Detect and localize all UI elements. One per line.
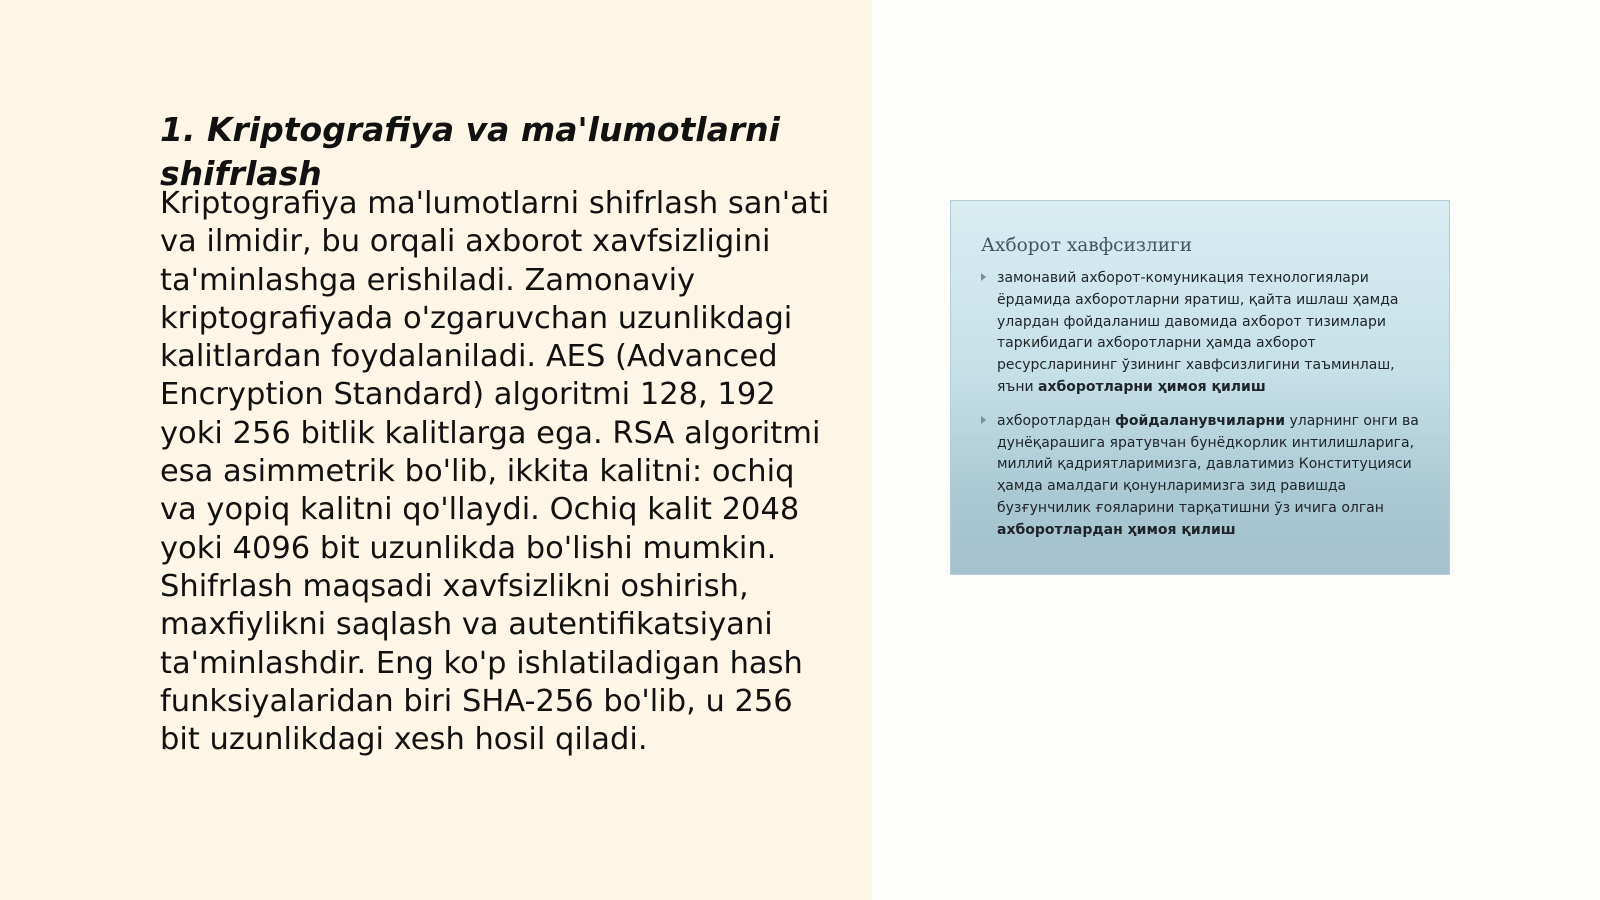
image-bullet-2	[981, 411, 1427, 542]
image-bullet-2-text-before: ахборотлардан	[997, 412, 1115, 429]
image-bullet-2-bold-mid: фойдаланувчиларни	[1114, 412, 1286, 429]
slide-title: 1. Kriptografiya va ma'lumotlarni shifrlash	[160, 110, 780, 193]
image-heading: Ахборот хавфсизлиги	[981, 235, 1193, 256]
image-bullet-1-bold: ахборотларни ҳимоя қилиш	[1038, 378, 1266, 395]
embedded-slide-image	[950, 200, 1450, 575]
bullet-arrow-icon	[981, 416, 986, 424]
slide-body-text: Kriptografiya ma'lumotlarni shifrlash san'ati va ilmidir, bu orqali axborot xavfsizligini ta'minlashga erishiladi. Zamonaviy kriptografiyada o'zgaruvchan uzunlikdagi kalitlardan foydalaniladi. AES (Advanced Encryption Standard) algoritmi 128, 192 yoki 256 bitlik kalitlarga ega. RSA algoritmi esa asimmetrik bo'lib, ikkita kalitni: ochiq va yopiq kalitni qo'llaydi. Ochiq kalit 2048 yoki 4096 bit uzunlikda bo'lishi mumkin. Shifrlash maqsadi xavfsizlikni oshirish, maxfiylikni saqlash va autentifikatsiyani ta'minlashdir. Eng ko'p ishlatiladigan hash funksiyalaridan biri SHA-256 bo'lib, u 256 bit uzunlikdagi xesh hosil qiladi.	[160, 186, 830, 758]
image-bullet-2-bold-end: ахборотлардан ҳимоя қилиш	[997, 521, 1236, 538]
image-bullet-1	[981, 268, 1427, 399]
image-bullet-1-text: замонавий ахборот-комуникация технологиялари ёрдамида ахборотларни яратиш, қайта ишлаш ҳамда улардан фойдаланиш давомида ахборот тизимлари таркибидаги ахборотларни ҳамда ахборот ресурсларининг ўзининг хавфсизлигини таъминлаш, яъни	[997, 270, 1399, 395]
image-bullet-2-text-after: уларнинг онги ва дунёқарашига яратувчан бунёдкорлик интилишларига, миллий қадриятларимизга, давлатимиз Конституцияси ҳамда амалдаги қонунларимизга зид равишда бузғунчилик ғояларини тарқатишни ўз ичига олган	[997, 412, 1419, 516]
bullet-arrow-icon	[981, 273, 986, 281]
